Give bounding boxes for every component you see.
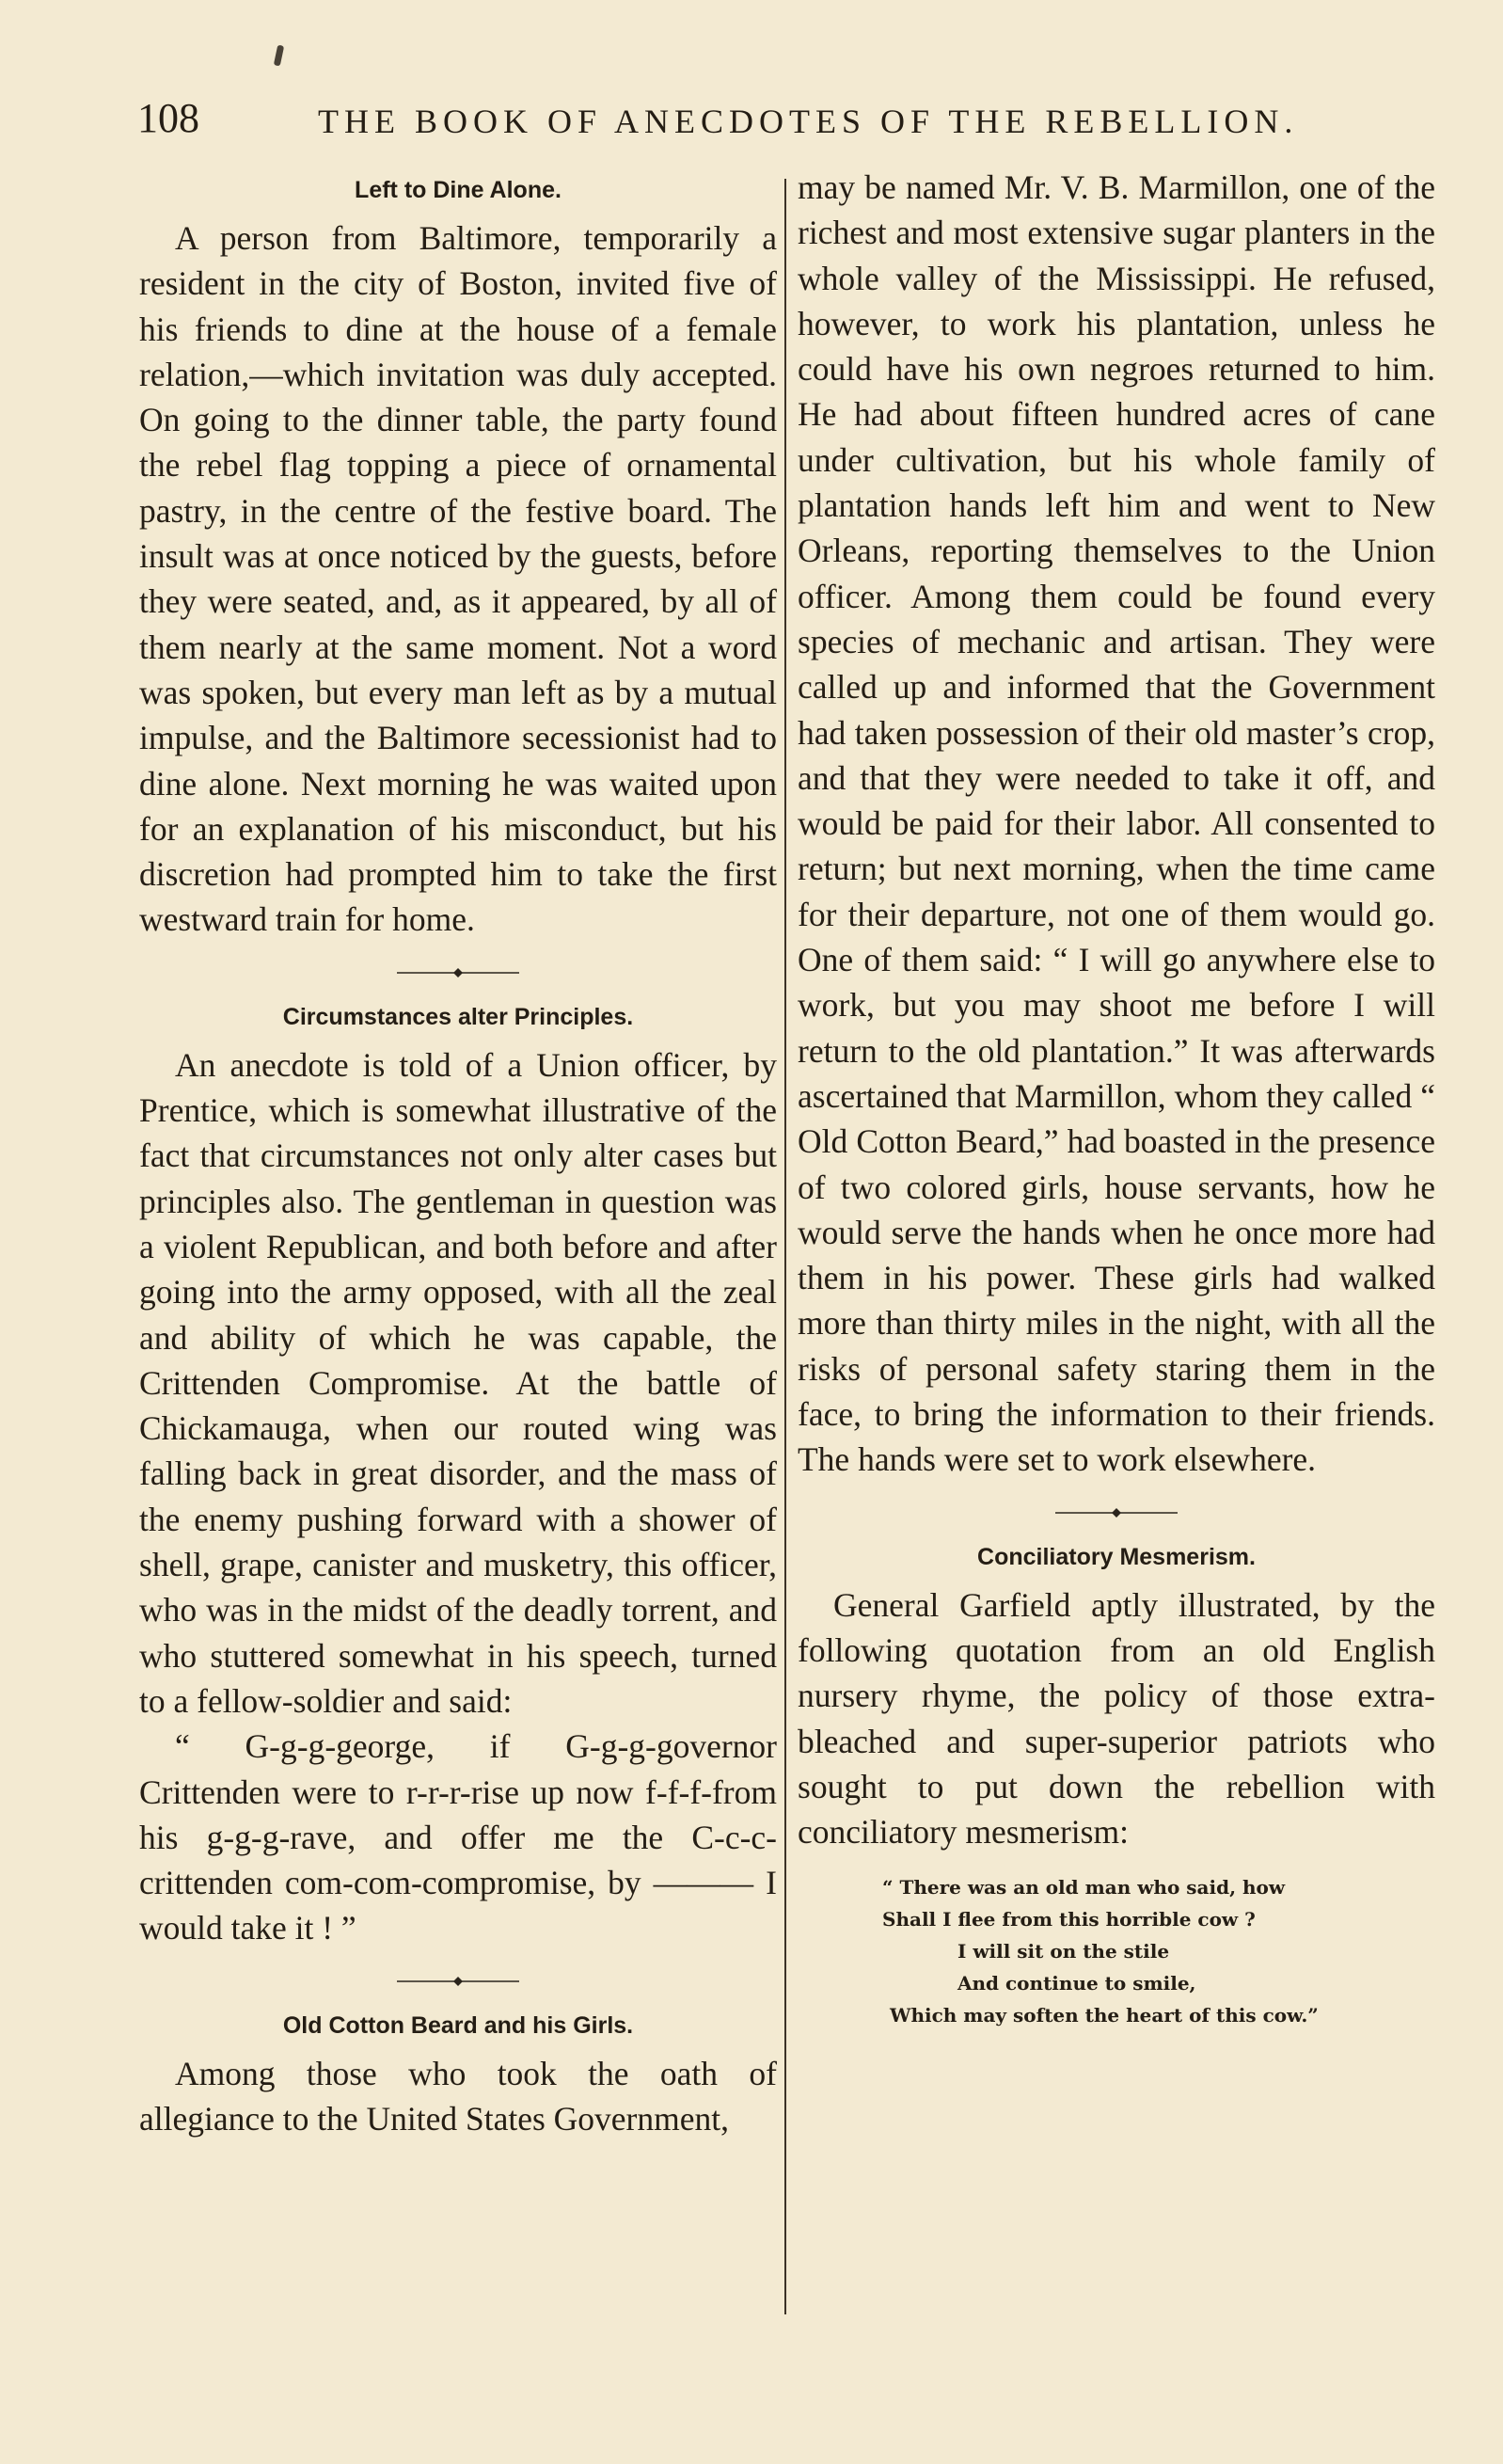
poem-line: Which may soften the heart of this cow.”	[890, 2004, 1319, 2027]
section-separator	[139, 1964, 777, 1998]
section-body-conciliatory: General Garfield aptly illustrated, by the following quotation from an old English nursery rhyme, the policy of those extra-bleached and super-superior patriots who sought to put down the rebellion with conciliatory mesmerism:	[798, 1585, 1435, 1852]
running-title: THE BOOK OF ANECDOTES OF THE REBELLION.	[318, 103, 1299, 140]
column-divider	[784, 179, 786, 2314]
stutter-quote: “ G-g-g-george, if G-g-g-governor Crittenden were to r-r-r-rise up now f-f-f-from his g-g-g-rave, and offer me the C-c-c-crittenden com-com-compromise, by ——— I would take it ! ”	[139, 1727, 777, 1947]
nursery-rhyme	[798, 1871, 1435, 2031]
section-body-left-to-dine: A person from Baltimore, temporarily a resident in the city of Boston, invited five of his friends to dine at the house of a female relation,—which invitation was duly accepted. On going to the dinner table, the party found the rebel flag topping a piece of ornamental pastry, in the centre of the festive board. The insult was at once noticed by the guests, before they were seated, and, as it appeared, by all of them nearly at the same moment. Not a word was spoken, but every man left as by a mutual impulse, and the Baltimore secessionist had to dine alone. Next morning he was waited upon for an explanation of his misconduct, but his discretion had prompted him to take the first westward train for home.	[139, 219, 777, 939]
poem-line: “ There was an old man who said, how	[882, 1876, 1286, 1900]
separator-ornament-icon	[397, 1976, 519, 1987]
separator-ornament-icon	[397, 967, 519, 978]
section-body-old-cotton-beard-start: Among those who took the oath of allegiance to the United States Government,	[139, 2054, 777, 2138]
right-column	[798, 165, 1435, 2031]
poem-line: I will sit on the stile	[957, 1940, 1170, 1963]
section-body-old-cotton-beard-continued: may be named Mr. V. B. Marmillon, one of the richest and most extensive sugar planters in the whole valley of the Mississippi. He refused, however, to work his plantation, unless he could have his own negroes returned to him. He had about fifteen hundred acres of cane under cultivation, but his whole family of plantation hands left him and went to New Orleans, reporting themselves to the Union officer. Among them could be found every species of mechanic and artisan. They were called up and informed that the Government had taken possession of their old master’s crop, and that they were needed to take it off, and would be paid for their labor. All consented to return; but next morning, when the time came for their departure, not one of them would go. One of them said: “ I will go anywhere else to work, but you may shoot me before I will return to the old plantation.” It was afterwards ascertained that Marmillon, whom they called “ Old Cotton Beard,” had boasted in the presence of two colored girls, house servants, how he would serve the hands when he once more had them in his power. These girls had walked more than thirty miles in the night, with all the risks of personal safety staring them in the face, to bring the information to their friends. The hands were set to work elsewhere.	[798, 168, 1435, 1479]
section-title-left-to-dine: Left to Dine Alone.	[355, 177, 562, 203]
section-separator	[139, 956, 777, 990]
section-body-circumstances: An anecdote is told of a Union officer, by Prentice, which is somewhat illustrative of the fact that circumstances not only alter cases but principles also. The gentleman in question was a violent Republican, and both before and after going into the army opposed, with all the zeal and ability of which he was capable, the Crittenden Compromise. At the battle of Chickamauga, when our routed wing was falling back in great disorder, and the mass of the enemy pushing forward with a shower of shell, grape, canister and musketry, this officer, who was in the midst of the deadly torrent, and who stuttered somewhat in his speech, turned to a fellow-soldier and said:	[139, 1045, 777, 1720]
section-separator	[798, 1496, 1435, 1530]
section-title-circumstances: Circumstances alter Principles.	[282, 1003, 634, 1030]
left-column	[139, 165, 777, 2141]
poem-line: And continue to smile,	[957, 1972, 1196, 1995]
section-title-old-cotton-beard: Old Cotton Beard and his Girls.	[282, 2011, 634, 2039]
ink-speck	[274, 45, 284, 67]
section-title-conciliatory: Conciliatory Mesmerism.	[977, 1543, 1256, 1570]
page-number: 108	[137, 95, 199, 141]
page-header	[137, 94, 1299, 151]
poem-line: Shall I flee from this horrible cow ?	[882, 1908, 1256, 1931]
separator-ornament-icon	[1055, 1507, 1178, 1518]
